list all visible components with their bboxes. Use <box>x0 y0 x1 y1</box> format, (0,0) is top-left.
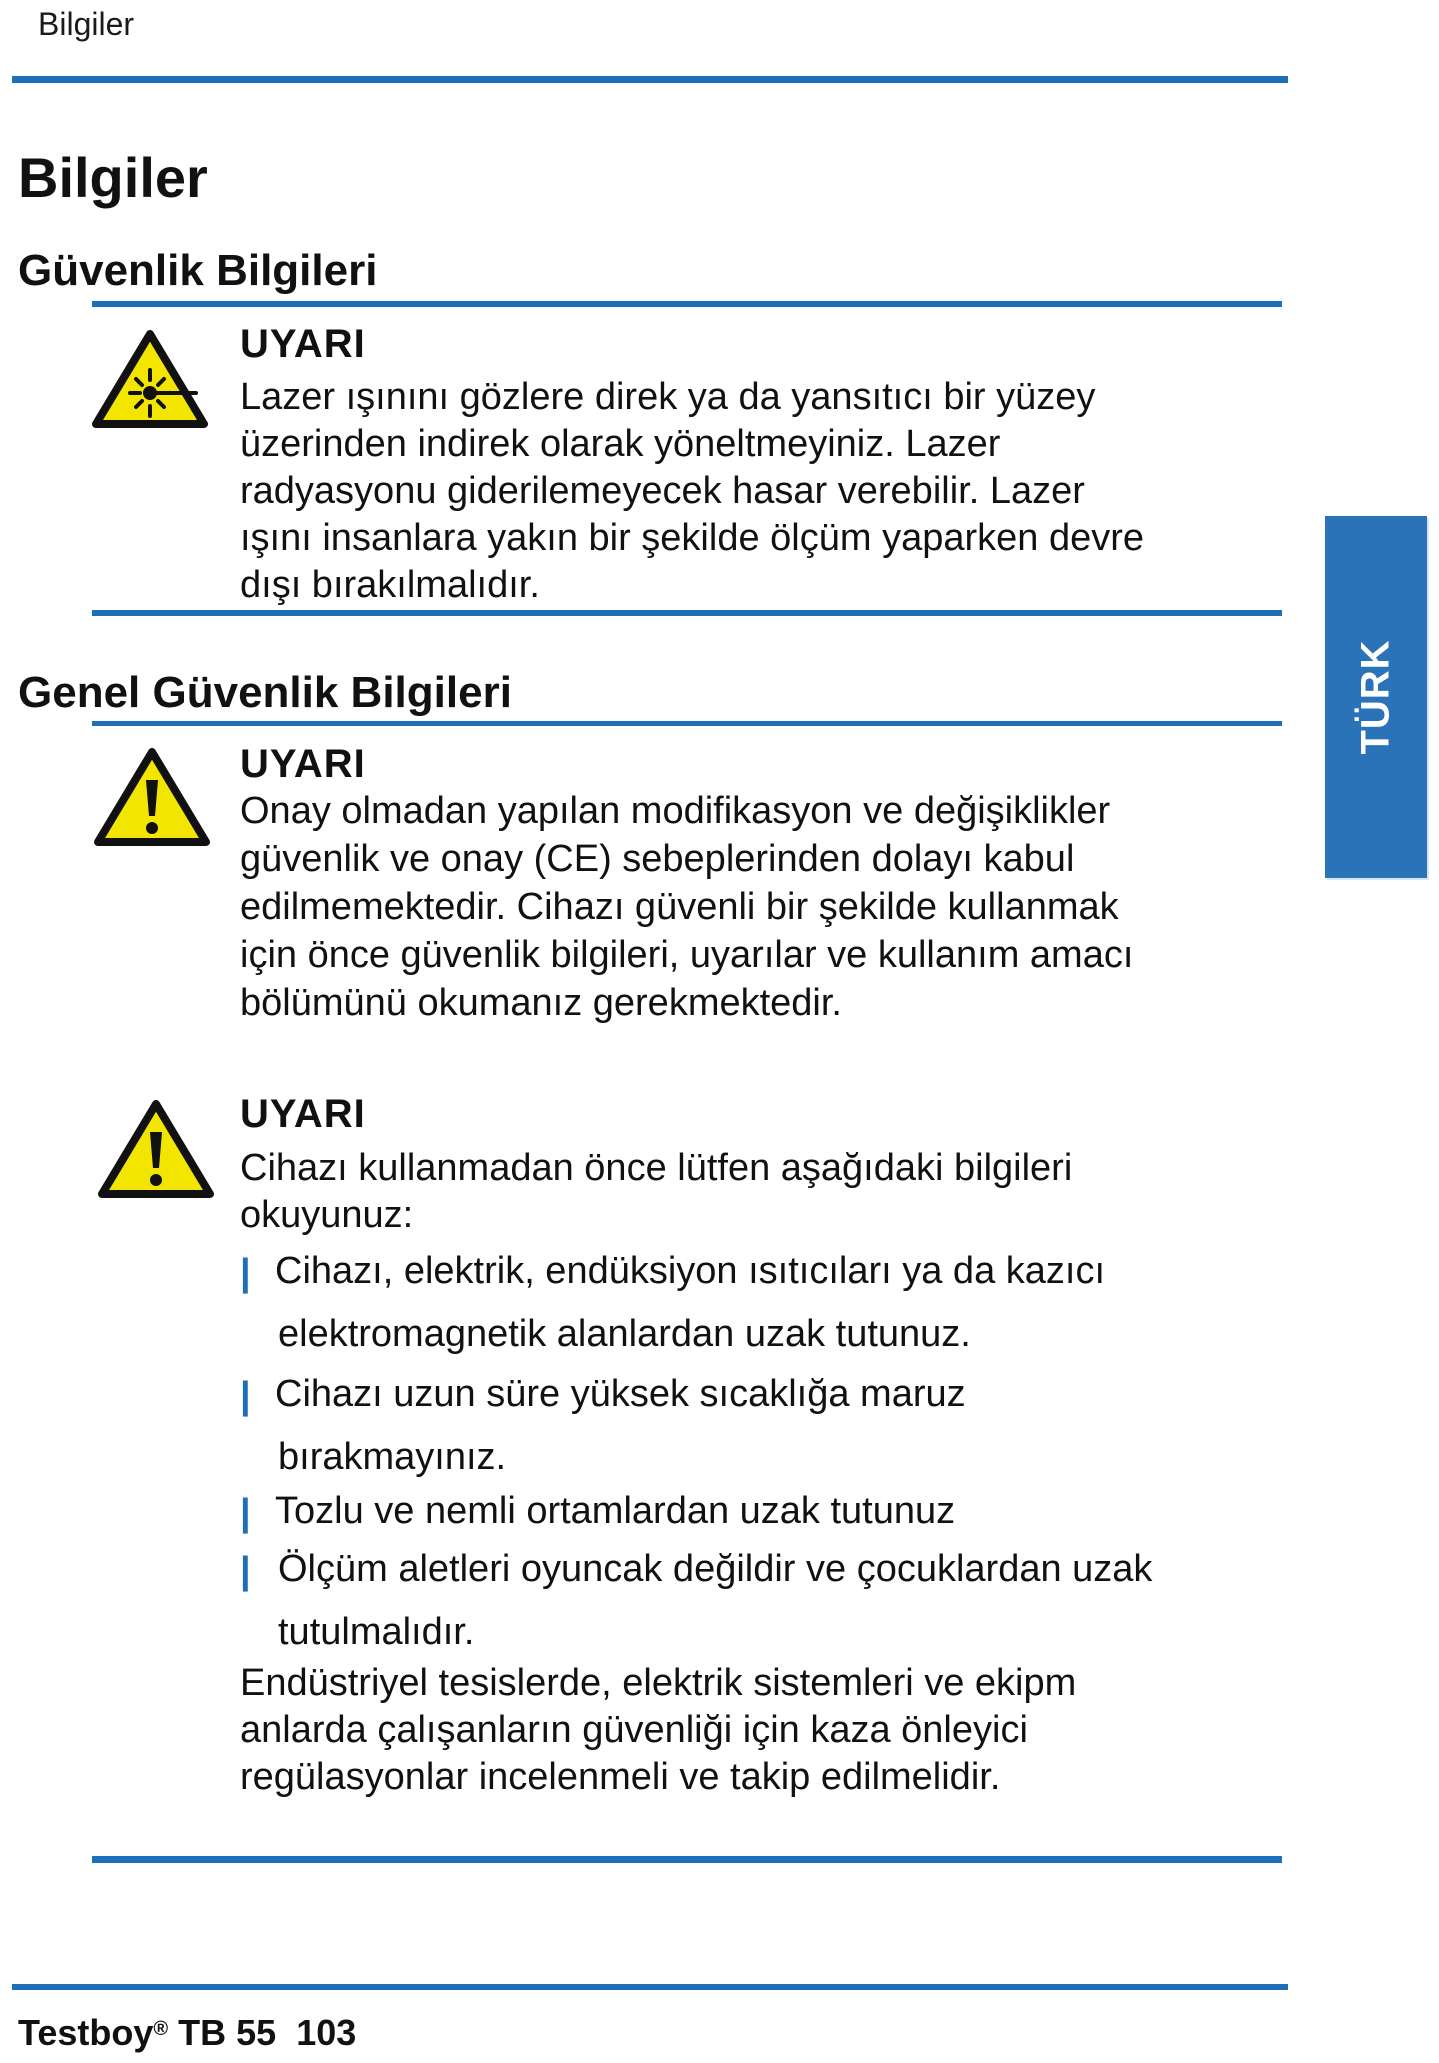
general-top-rule <box>92 721 1282 726</box>
text-line: Endüstriyel tesislerde, elektrik sistemleri ve ekipm <box>240 1662 1077 1704</box>
safety-warning-label: UYARI <box>240 322 366 366</box>
bullet-mark: | <box>240 1375 251 1417</box>
list-item-line: Ölçüm aletleri oyuncak değildir ve çocuklardan uzak <box>278 1548 1153 1590</box>
text-line: üzerinden indirek olarak yöneltmeyiniz. Lazer <box>240 423 1001 465</box>
list-item-line: Tozlu ve nemli ortamlardan uzak tutunuz <box>275 1490 956 1532</box>
running-header: Bilgiler <box>38 6 135 42</box>
list-item-line: elektromagnetik alanlardan uzak tutunuz. <box>278 1313 971 1355</box>
list-item-line: Cihazı uzun süre yüksek sıcaklığa maruz <box>275 1373 966 1415</box>
text-line: dışı bırakılmalıdır. <box>240 564 540 606</box>
general-warning2-intro <box>240 1145 1280 1239</box>
general-bottom-rule <box>92 1856 1282 1863</box>
footer <box>18 2012 356 2054</box>
general-warning1-text <box>240 787 1280 1027</box>
footer-rule <box>12 1984 1288 1990</box>
text-line: edilmemektedir. Cihazı güvenli bir şekilde kullanmak <box>240 886 1119 928</box>
laser-warning-icon <box>92 330 208 430</box>
exclamation-warning-icon <box>98 1100 214 1200</box>
header-rule <box>12 76 1288 83</box>
general-section-title: Genel Güvenlik Bilgileri <box>18 668 512 717</box>
footer-model: TB 55 <box>178 2012 277 2053</box>
exclamation-warning-icon <box>94 748 210 848</box>
list-item-line: bırakmayınız. <box>278 1436 507 1478</box>
text-line: radyasyonu giderilemeyecek hasar verebilir. Lazer <box>240 470 1085 512</box>
page-title: Bilgiler <box>18 146 208 209</box>
list-item-line: tutulmalıdır. <box>278 1611 475 1653</box>
text-line: regülasyonlar incelenmeli ve takip edilmelidir. <box>240 1756 1001 1798</box>
list-item-line: Cihazı, elektrik, endüksiyon ısıtıcıları ya da kazıcı <box>275 1250 1106 1292</box>
safety-section-title: Güvenlik Bilgileri <box>18 246 378 295</box>
bullet-mark: | <box>240 1550 251 1592</box>
text-line: Cihazı kullanmadan önce lütfen aşağıdaki bilgileri <box>240 1147 1073 1189</box>
registered-mark: ® <box>153 2018 169 2040</box>
bullet-mark: | <box>240 1492 251 1534</box>
page-number: 103 <box>296 2012 357 2053</box>
text-line: bölümünü okumanız gerekmektedir. <box>240 982 842 1024</box>
footer-brand: Testboy <box>18 2012 154 2053</box>
text-line: Onay olmadan yapılan modifikasyon ve değişiklikler <box>240 790 1111 832</box>
text-line: okuyunuz: <box>240 1194 414 1236</box>
language-tab-label: TÜRK <box>1353 639 1398 755</box>
safety-top-rule <box>92 301 1282 307</box>
bullet-mark: | <box>240 1252 251 1294</box>
text-line: ışını insanlara yakın bir şekilde ölçüm yaparken devre <box>240 517 1145 559</box>
text-line: için önce güvenlik bilgileri, uyarılar ve kullanım amacı <box>240 934 1134 976</box>
safety-warning-text <box>240 374 1280 609</box>
text-line: anlarda çalışanların güvenliği için kaza önleyici <box>240 1709 1028 1751</box>
text-line: güvenlik ve onay (CE) sebeplerinden dolayı kabul <box>240 838 1075 880</box>
general-warning1-label: UYARI <box>240 742 366 786</box>
general-warning2-closing <box>240 1660 1280 1801</box>
safety-bottom-rule <box>92 610 1282 616</box>
text-line: Lazer ışınını gözlere direk ya da yansıtıcı bir yüzey <box>240 376 1096 418</box>
language-tab[interactable] <box>1325 516 1427 878</box>
general-warning2-label: UYARI <box>240 1092 366 1136</box>
